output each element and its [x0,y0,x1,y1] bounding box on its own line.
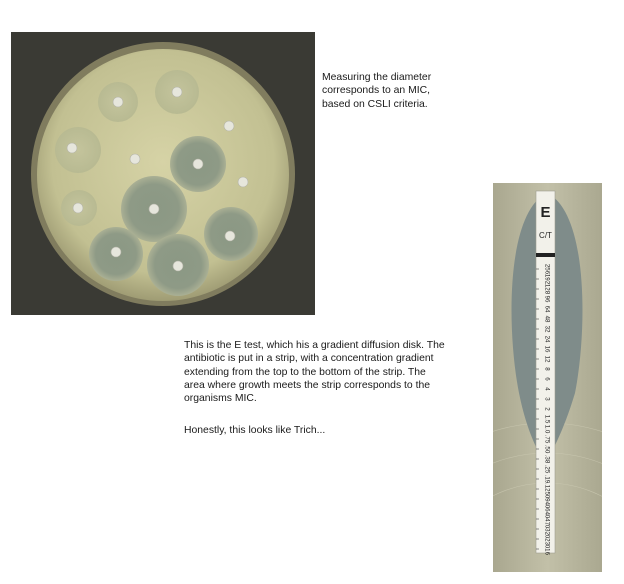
antibiotic-disk [238,177,248,187]
scale-label: .016 [543,542,551,556]
scale-label: .064 [543,502,551,516]
etest-strip-photo [493,183,602,572]
scale-label: 4 [543,387,551,391]
scale-label: 1.0 [543,424,551,434]
scale-label: 2 [543,407,551,411]
scale-label: 6 [543,377,551,381]
scale-label: .125 [543,482,551,496]
comment-caption: Honestly, this looks like Trich... [184,425,326,436]
scale-label: 32 [543,325,551,333]
scale-label: .50 [543,444,551,454]
scale-label: .38 [543,454,551,464]
scale-label: 192 [543,273,551,285]
scale-label: .75 [543,434,551,444]
scale-label: 24 [543,335,551,343]
antibiotic-disk [67,143,77,153]
antibiotic-disk [173,261,183,271]
scale-label: .19 [543,474,551,484]
scale-label: 256 [543,263,551,275]
scale-label: 1.5 [543,414,551,424]
scale-label: 64 [543,305,551,313]
antibiotic-disk [73,203,83,213]
strip-handle-band [536,253,555,257]
antibiotic-disk [149,204,159,214]
scale-label: 96 [543,295,551,303]
scale-label: .032 [543,522,551,536]
antibiotic-disk [193,159,203,169]
scale-label: 8 [543,367,551,371]
antibiotic-disk [113,97,123,107]
scale-label: .047 [543,512,551,526]
scale-label: 12 [543,355,551,363]
scale-label: .094 [543,492,551,506]
scale-label: 16 [543,345,551,353]
inhibition-zone [55,127,101,173]
drug-code: C/T [539,231,552,240]
antibiotic-disk [172,87,182,97]
scale-label: 3 [543,397,551,401]
disk-diffusion-caption: Measuring the diameter corresponds to an MIC, based on CSLI criteria. [322,72,432,110]
scale-label: 48 [543,315,551,323]
scale-label: 128 [543,283,551,295]
antibiotic-disk [224,121,234,131]
scale-label: .25 [543,464,551,474]
scale-label: .023 [543,532,551,546]
etest-caption: This is the E test, which his a gradient diffusion disk. The antibiotic is put in a strip, with a concentration gradient extending from the top to the bottom of the strip. The area where growth meets the strip corresponds to the organisms MIC. [184,340,445,405]
antibiotic-disk [111,247,121,257]
etest-logo: E [540,204,551,221]
disk-diffusion-plate-photo [11,32,315,315]
antibiotic-disk [225,231,235,241]
antibiotic-disk [130,154,140,164]
